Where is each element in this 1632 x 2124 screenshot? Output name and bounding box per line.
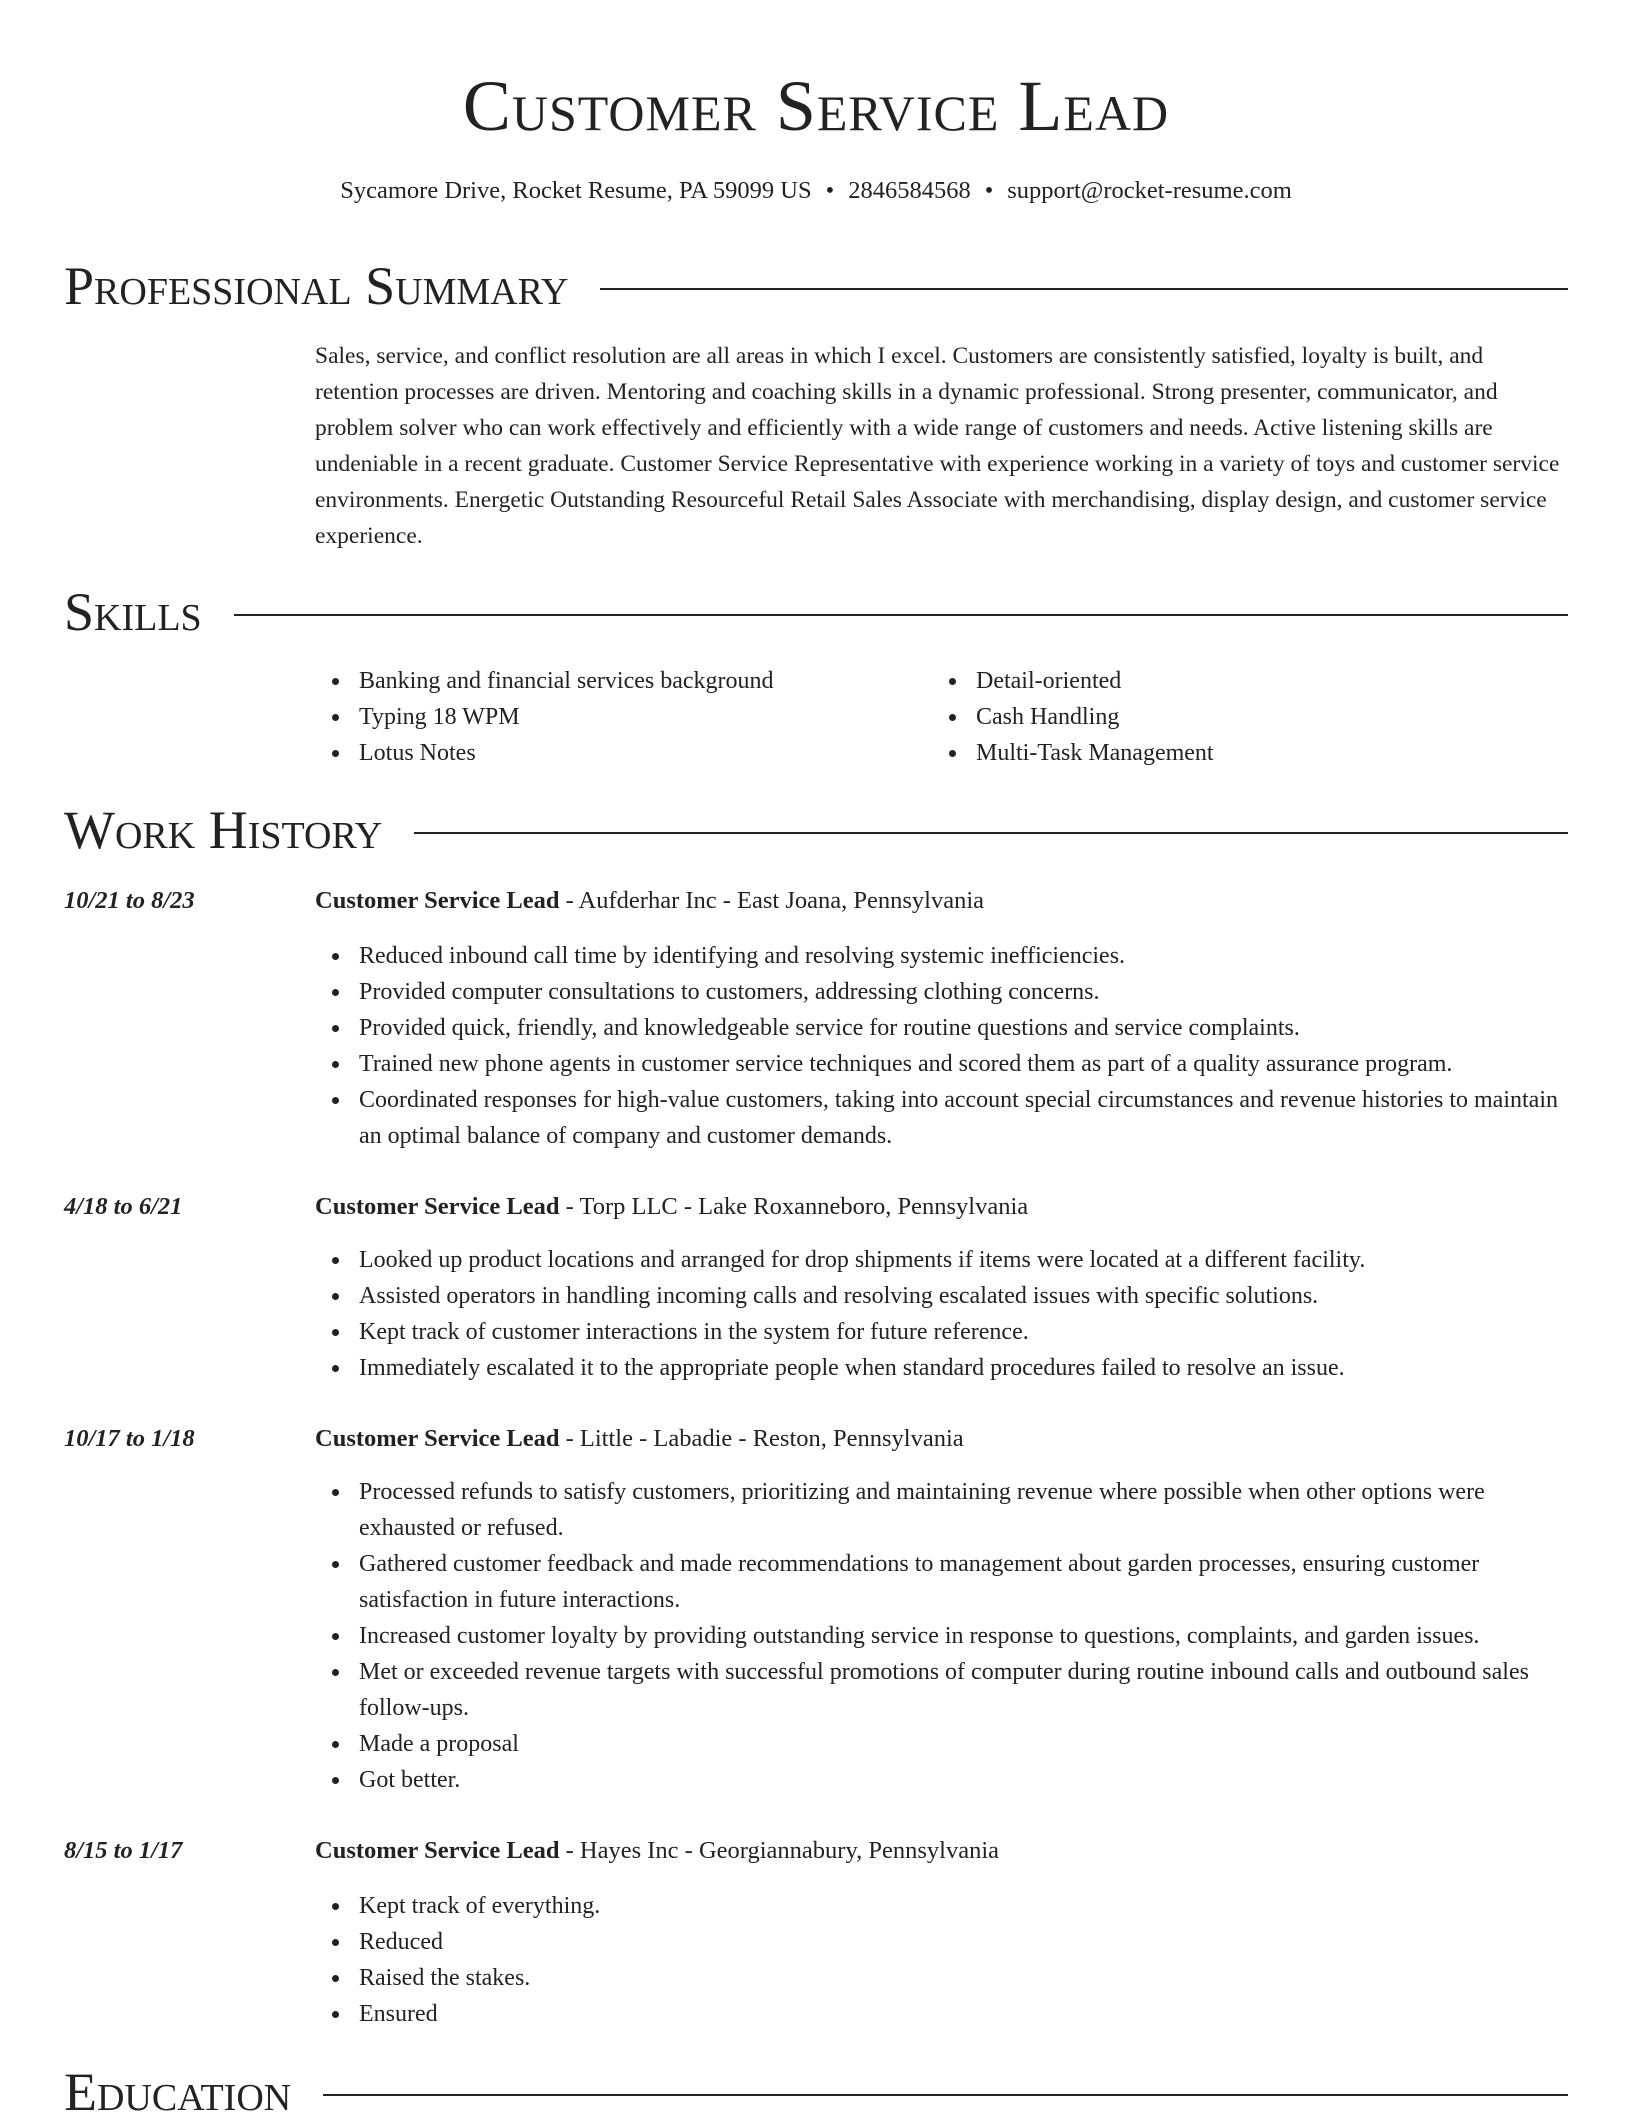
job-bullet: Ensured [359,1996,1568,2032]
section-divider [323,2094,1568,2096]
section-divider [600,288,1568,290]
job-bullet: Provided computer consultations to customers, addressing clothing concerns. [359,974,1568,1010]
skills-list [315,663,1568,771]
job-heading [315,883,984,919]
job-bullet: Immediately escalated it to the appropriate people when standard procedures failed to resolve an issue. [359,1350,1568,1386]
job-bullet: Gathered customer feedback and made recommendations to management about garden processes, ensuring customer satisfaction in future interactions. [359,1546,1568,1618]
job-bullet: Raised the stakes. [359,1960,1568,1996]
job-bullet: Coordinated responses for high-value customers, taking into account special circumstances and revenue histories to maintain an optimal balance of company and customer demands. [359,1082,1568,1154]
job-bullet: Reduced inbound call time by identifying and resolving systemic inefficiencies. [359,938,1568,974]
skill-item: Detail-oriented [976,663,1549,699]
skills-section-header [64,580,1568,644]
job-bullets [315,1888,1568,2032]
job-dates: 4/18 to 6/21 [64,1193,183,1220]
separator-dot: • [984,177,994,204]
job-heading [315,1833,999,1869]
job-bullet: Processed refunds to satisfy customers, prioritizing and maintaining revenue where possible when other options were exhausted or refused. [359,1474,1568,1546]
job-bullets [315,1242,1568,1386]
job-bullet: Kept track of customer interactions in the system for future reference. [359,1314,1568,1350]
job-bullets [315,938,1568,1154]
skills-column-right [932,663,1549,771]
skills-section-title: Skills [64,582,202,642]
job-bullet: Got better. [359,1762,1568,1798]
job-bullet: Kept track of everything. [359,1888,1568,1924]
job-details: - Torp LLC - Lake Roxanneboro, Pennsylvania [559,1193,1029,1220]
job-title: Customer Service Lead [315,1193,560,1220]
skills-column-left [315,663,932,771]
job-bullet: Provided quick, friendly, and knowledgeable service for routine questions and service complaints. [359,1010,1568,1046]
education-section-header [64,2060,1568,2124]
email-link[interactable]: support@rocket-resume.com [1007,177,1292,204]
address: Sycamore Drive, Rocket Resume, PA 59099 US [340,177,812,204]
job-bullet: Increased customer loyalty by providing outstanding service in response to questions, complaints, and garden issues. [359,1618,1568,1654]
skill-item: Banking and financial services background [359,663,932,699]
section-divider [414,832,1568,834]
job-bullet: Looked up product locations and arranged for drop shipments if items were located at a different facility. [359,1242,1568,1278]
job-heading [315,1421,964,1457]
summary-text: Sales, service, and conflict resolution are all areas in which I excel. Customers are consistently satisfied, loyalty is built, and retention processes are driven. Mentoring and coaching skills in a dynamic professional. Strong presenter, communicator, and problem solver who can work effectively and efficiently with a wide range of customers and needs. Active listening skills are undeniable in a recent graduate. Customer Service Representative with experience working in a variety of toys and customer service environments. Energetic Outstanding Resourceful Retail Sales Associate with merchandising, display design, and customer service experience. [315,343,1560,549]
job-title: Customer Service Lead [315,1425,560,1452]
job-details: - Little - Labadie - Reston, Pennsylvania [559,1425,964,1452]
skill-item: Typing 18 WPM [359,699,932,735]
job-heading [315,1189,1028,1225]
skill-item: Cash Handling [976,699,1549,735]
summary-section-title: Professional Summary [64,256,569,316]
job-details: - Aufderhar Inc - East Joana, Pennsylvania [559,887,985,914]
job-bullets [315,1474,1568,1798]
separator-dot: • [825,177,835,204]
job-details: - Hayes Inc - Georgiannabury, Pennsylvania [559,1837,1000,1864]
job-dates: 10/21 to 8/23 [64,887,195,914]
contact-line [0,174,1632,208]
phone: 2846584568 [848,177,971,204]
job-bullet: Trained new phone agents in customer service techniques and scored them as part of a quality assurance program. [359,1046,1568,1082]
work-section-header [64,798,1568,862]
skill-item: Multi-Task Management [976,735,1549,771]
job-bullet: Reduced [359,1924,1568,1960]
job-dates: 10/17 to 1/18 [64,1425,195,1452]
job-bullet: Met or exceeded revenue targets with successful promotions of computer during routine inbound calls and outbound sales follow-ups. [359,1654,1568,1726]
candidate-name: Customer Service Lead [462,66,1170,146]
section-divider [234,614,1568,616]
skill-item: Lotus Notes [359,735,932,771]
work-section-title: Work History [64,800,383,860]
job-bullet: Assisted operators in handling incoming calls and resolving escalated issues with specific solutions. [359,1278,1568,1314]
job-title: Customer Service Lead [315,1837,560,1864]
job-title: Customer Service Lead [315,887,560,914]
job-bullet: Made a proposal [359,1726,1568,1762]
summary-section-header [64,254,1568,318]
job-dates: 8/15 to 1/17 [64,1837,183,1864]
education-section-title: Education [64,2062,292,2122]
